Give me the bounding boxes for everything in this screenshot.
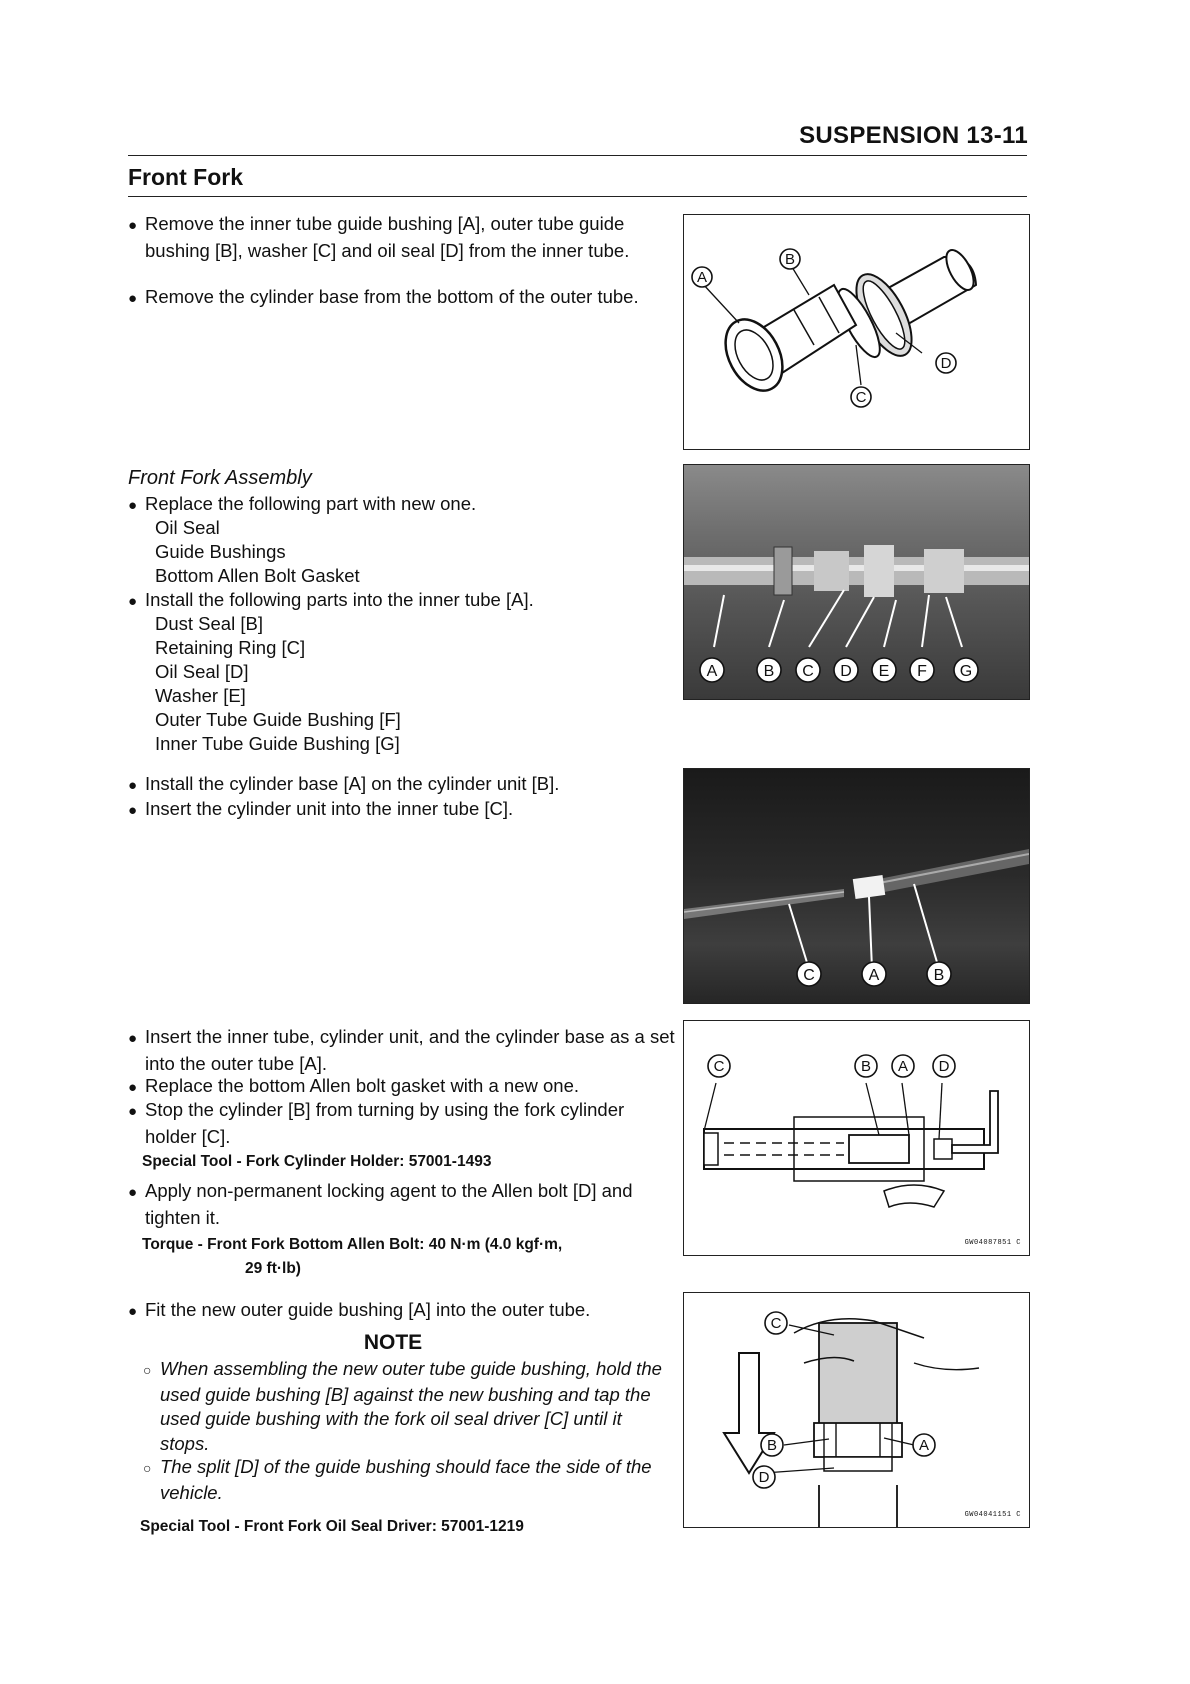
figure-code: GW04041151 C (964, 1511, 1021, 1519)
bullet-replace-gasket: ● Replace the bottom Allen bolt gasket with a new one. (128, 1074, 675, 1101)
install-part-item: Outer Tube Guide Bushing [F] (155, 709, 401, 730)
bullet-install-parts: ● Install the following parts into the inner tube [A]. (128, 588, 675, 615)
figure-oil-seal-driver (683, 1292, 1030, 1528)
section-title: Front Fork (128, 164, 243, 190)
note-item: ○ When assembling the new outer tube guide bushing, hold the used guide bushing [B] against the new bushing and tap the used guide bushing with the fork oil seal driver [C] until it stops. (143, 1357, 676, 1456)
label-a: A (706, 663, 718, 680)
install-part-item: Inner Tube Guide Bushing [G] (155, 733, 400, 754)
label-f: F (917, 663, 927, 680)
install-part-item: Oil Seal [D] (155, 661, 249, 682)
bullet-insert-cylinder-unit: ● Insert the cylinder unit into the inner tube [C]. (128, 797, 675, 824)
assembly-heading: Front Fork Assembly (128, 467, 312, 489)
label-a: A (918, 1437, 930, 1454)
label-b: B (763, 663, 775, 680)
label-g: G (959, 663, 973, 680)
figure-3-drawing (684, 769, 1029, 1003)
bullet-fit-outer-bushing: ● Fit the new outer guide bushing [A] into the outer tube. (128, 1298, 675, 1325)
bullet-replace-parts: ● Replace the following part with new one. (128, 492, 675, 519)
figure-code: GW04087851 C (964, 1239, 1021, 1247)
label-c: C (802, 663, 814, 680)
install-part-item: Washer [E] (155, 685, 246, 706)
bullet-remove-cylinder-base: ● Remove the cylinder base from the bottom of the outer tube. (128, 285, 675, 312)
label-d: D (940, 355, 952, 372)
label-a: A (696, 269, 708, 286)
photo-inner-tube-parts (683, 464, 1030, 700)
new-part-item: Oil Seal (155, 517, 220, 538)
figure-4-drawing (684, 1021, 1029, 1255)
new-part-item: Bottom Allen Bolt Gasket (155, 565, 360, 586)
note-item: ○ The split [D] of the guide bushing should face the side of the vehicle. (143, 1455, 676, 1505)
label-c: C (803, 967, 815, 984)
section-rule (128, 196, 1027, 197)
special-tool-oil-seal-driver: Special Tool - Front Fork Oil Seal Driver: 57001-1219 (140, 1518, 524, 1535)
photo-cylinder-unit (683, 768, 1030, 1004)
chapter-header: SUSPENSION 13-11 (799, 122, 1028, 149)
figure-fork-cylinder-holder (683, 1020, 1030, 1256)
bullet-install-cylinder-base: ● Install the cylinder base [A] on the cylinder unit [B]. (128, 772, 675, 799)
label-d: D (840, 663, 852, 680)
figure-5-drawing (684, 1293, 1029, 1527)
bullet-apply-locking-agent: ● Apply non-permanent locking agent to the Allen bolt [D] and tighten it. (128, 1179, 675, 1230)
photo-labels (700, 658, 978, 682)
label-b: B (784, 251, 796, 268)
figure-2-drawing (684, 465, 1029, 699)
label-b: B (860, 1058, 872, 1075)
bullet-insert-inner-tube: ● Insert the inner tube, cylinder unit, and the cylinder base as a set into the outer tube [A]. (128, 1025, 675, 1076)
torque-spec-line1: Torque - Front Fork Bottom Allen Bolt: 40 N·m (4.0 kgf·m, (142, 1236, 563, 1253)
label-d: D (758, 1469, 770, 1486)
torque-spec-line2: 29 ft·lb) (245, 1260, 301, 1277)
label-c: C (713, 1058, 725, 1075)
figure-inner-tube-bushings (683, 214, 1030, 450)
label-a: A (868, 967, 880, 984)
label-b: B (933, 967, 945, 984)
label-b: B (766, 1437, 778, 1454)
header-rule (128, 155, 1027, 156)
label-d: D (938, 1058, 950, 1075)
install-part-item: Retaining Ring [C] (155, 637, 306, 658)
label-c: C (855, 389, 867, 406)
label-a: A (897, 1058, 909, 1075)
label-e: E (878, 663, 890, 680)
figure-1-drawing (684, 215, 1029, 449)
bullet-remove-bushings: ● Remove the inner tube guide bushing [A], outer tube guide bushing [B], washer [C] and oil seal [D] from the inner tube. (128, 212, 675, 263)
label-c: C (770, 1315, 782, 1332)
new-part-item: Guide Bushings (155, 541, 286, 562)
install-part-item: Dust Seal [B] (155, 613, 263, 634)
note-heading: NOTE (363, 1331, 423, 1354)
special-tool-cylinder-holder: Special Tool - Fork Cylinder Holder: 57001-1493 (142, 1153, 492, 1170)
bullet-stop-cylinder: ● Stop the cylinder [B] from turning by using the fork cylinder holder [C]. (128, 1098, 675, 1149)
